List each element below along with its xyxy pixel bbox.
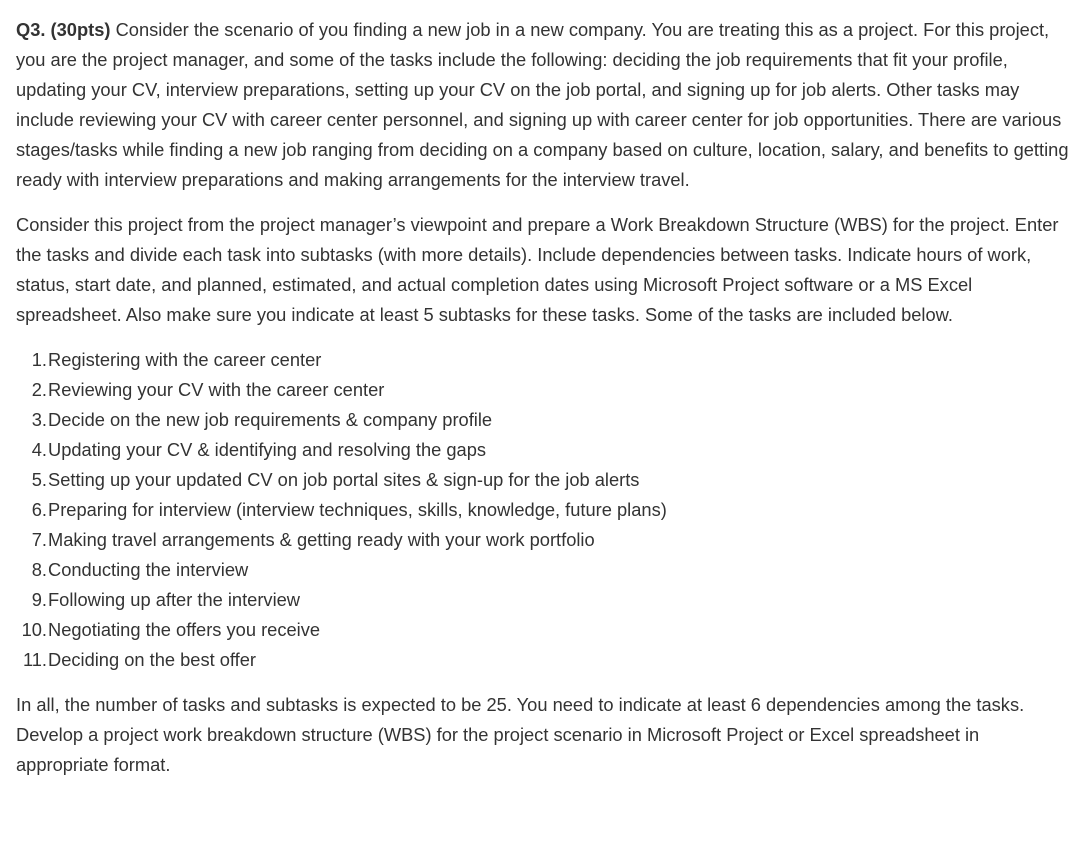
instructions-paragraph: Consider this project from the project manager’s viewpoint and prepare a Work Breakdown Structure (WBS) for the project. Enter the tasks and divide each task into subtasks (with more details). Include dependencies between tasks. Indicate hours of work, status, start date, and planned, estimated, and actual completion dates using Microsoft Project software or a MS Excel spreadsheet. Also make sure you indicate at least 5 subtasks for these tasks. Some of the tasks are included below. — [16, 214, 1059, 325]
conclusion-paragraph: In all, the number of tasks and subtasks is expected to be 25. You need to indicate at least 6 dependencies among the tasks. Develop a project work breakdown structure (WBS) for the project scenario in Microsoft Project or Excel spreadsheet in appropriate format. — [16, 694, 1025, 775]
task-item — [16, 555, 1087, 585]
task-item — [16, 435, 1087, 465]
task-text: Reviewing your CV with the career center — [48, 379, 385, 400]
task-item — [16, 345, 1087, 375]
task-text: Setting up your updated CV on job portal sites & sign-up for the job alerts — [48, 469, 640, 490]
task-item — [16, 375, 1087, 405]
task-text: Preparing for interview (interview techniques, skills, knowledge, future plans) — [48, 499, 667, 520]
task-text: Decide on the new job requirements & company profile — [48, 409, 493, 430]
task-number: 1. — [31, 349, 47, 370]
task-item — [16, 465, 1087, 495]
task-item — [16, 405, 1087, 435]
task-text: Conducting the interview — [48, 559, 249, 580]
task-text: Deciding on the best offer — [48, 649, 257, 670]
task-number: 2. — [31, 379, 47, 400]
task-number: 10. — [21, 619, 47, 640]
task-number: 4. — [31, 439, 47, 460]
intro-text: Consider the scenario of you finding a new job in a new company. You are treating this as a project. For this project, you are the project manager, and some of the tasks include the following: deciding the job requirements that fit your profile, updating your CV, interview preparations, setting up your CV on the job portal, and signing up for job alerts. Other tasks may include reviewing your CV with career center personnel, and signing up with career center for job opportunities. There are various stages/tasks while finding a new job ranging from deciding on a company based on culture, location, salary, and benefits to getting ready with interview preparations and making arrangements for the interview travel. — [16, 19, 1069, 190]
task-number: 7. — [31, 529, 47, 550]
task-list — [16, 345, 1087, 675]
task-item — [16, 645, 1087, 675]
task-number: 8. — [31, 559, 47, 580]
task-number: 3. — [31, 409, 47, 430]
task-text: Following up after the interview — [48, 589, 301, 610]
task-number: 6. — [31, 499, 47, 520]
task-text: Making travel arrangements & getting ready with your work portfolio — [48, 529, 595, 550]
task-item — [16, 615, 1087, 645]
task-number: 5. — [31, 469, 47, 490]
task-item — [16, 525, 1087, 555]
task-item — [16, 495, 1087, 525]
task-number: 9. — [31, 589, 47, 610]
task-text: Updating your CV & identifying and resolving the gaps — [48, 439, 487, 460]
task-item — [16, 585, 1087, 615]
task-number: 11. — [22, 649, 47, 670]
task-text: Negotiating the offers you receive — [48, 619, 321, 640]
intro-paragraph — [16, 15, 1076, 195]
question-number: Q3. (30pts) — [16, 19, 111, 40]
task-text: Registering with the career center — [48, 349, 322, 370]
